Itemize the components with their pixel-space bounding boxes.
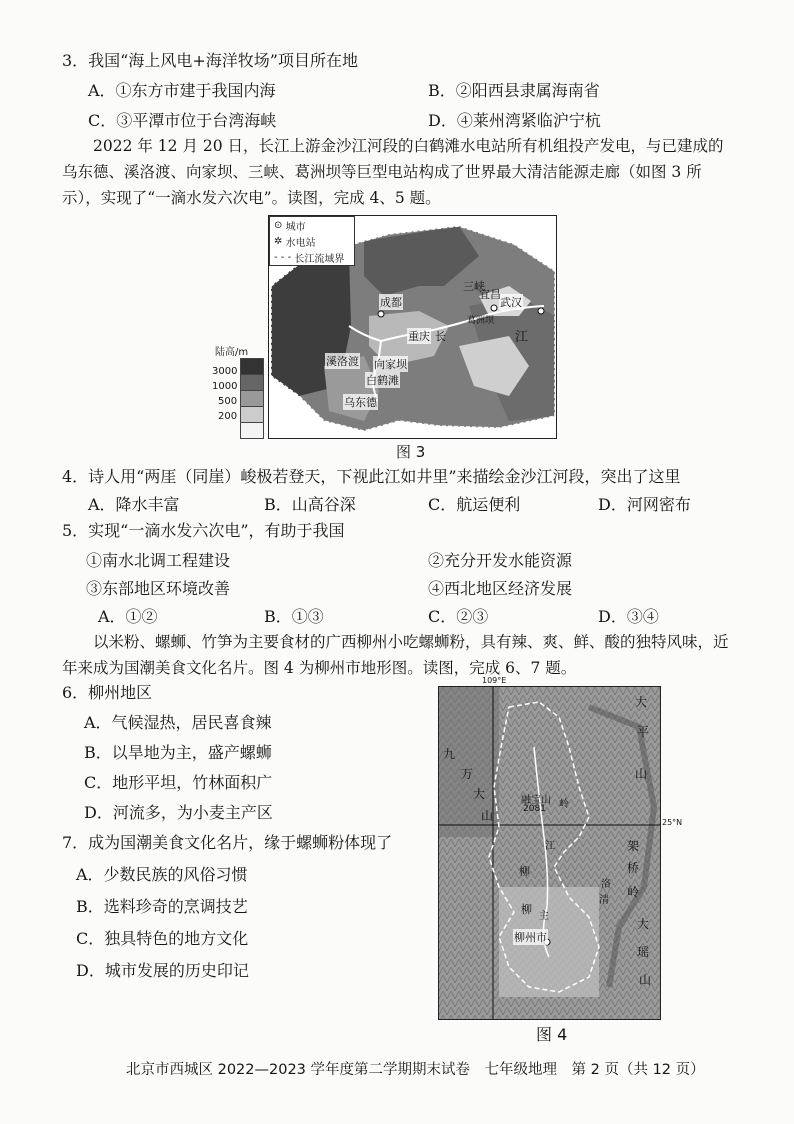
label-liu2: 柳 bbox=[521, 903, 532, 916]
q4-option-b: B．山高谷深 bbox=[264, 495, 356, 514]
elev-swatch-3000 bbox=[240, 358, 264, 375]
figure-3-yangtze-map bbox=[268, 215, 557, 439]
label-da3: 大 bbox=[637, 917, 650, 931]
q5-option-a: A．①② bbox=[98, 607, 158, 626]
q7-option-d: D．城市发展的历史印记 bbox=[76, 961, 249, 980]
legend-hydro bbox=[270, 233, 354, 249]
label-ping: 平 bbox=[637, 725, 650, 739]
elev-label-200: 200 bbox=[218, 411, 238, 422]
label-peak-height: 2081 bbox=[523, 804, 546, 814]
elev-swatch-500 bbox=[240, 391, 264, 407]
q5-statement-4: ④西北地区经济发展 bbox=[428, 579, 573, 598]
label-shan3: 山 bbox=[639, 973, 652, 987]
label-liu1: 柳 bbox=[519, 865, 530, 878]
elevation-title: 陆高/m bbox=[215, 347, 249, 358]
q5-statement-3: ③东部地区环境改善 bbox=[86, 579, 231, 598]
label-gezhouba: 葛洲坝 bbox=[467, 316, 495, 326]
label-jiang: 江 bbox=[545, 841, 555, 852]
q6-option-a: A．气候湿热，居民喜食辣 bbox=[84, 713, 272, 732]
q5-option-c: C．②③ bbox=[428, 607, 489, 626]
label-wan: 万 bbox=[461, 767, 474, 781]
latitude-label: 25°N bbox=[662, 818, 683, 827]
label-shan2: 山 bbox=[635, 767, 648, 781]
label-chengdu: 成都 bbox=[380, 296, 402, 309]
label-ling2: 岭 bbox=[627, 885, 640, 899]
label-luo: 洛 bbox=[601, 879, 611, 890]
label-peak: 融宝山 bbox=[521, 795, 551, 806]
label-chang: 长 bbox=[435, 330, 446, 343]
figure-4-caption: 图 4 bbox=[536, 1025, 568, 1044]
elevation-scale bbox=[240, 358, 264, 439]
map-legend bbox=[269, 216, 355, 266]
q7-stem: 7．成为国潮美食文化名片，缘于螺蛳粉体现了 bbox=[62, 833, 393, 852]
hydropower-icon: ✲ bbox=[274, 235, 283, 247]
legend-boundary-label: 长江流域界 bbox=[294, 253, 345, 265]
legend-city bbox=[270, 217, 354, 233]
q6-stem: 6．柳州地区 bbox=[62, 683, 153, 702]
label-zhu: 主 bbox=[539, 911, 549, 922]
q5-statement-2: ②充分开发水能资源 bbox=[428, 551, 573, 570]
city-icon: ⊙ bbox=[274, 219, 283, 231]
label-sanxia: 三峡 bbox=[463, 280, 485, 293]
legend-city-label: 城市 bbox=[285, 221, 306, 233]
label-qiao: 桥 bbox=[627, 861, 640, 875]
q4-stem: 4．诗人用“两厓（同崖）峻极若登天，下视此江如井里”来描绘金沙江河段，突出了这里 bbox=[62, 467, 681, 486]
q4-option-d: D．河网密布 bbox=[598, 495, 691, 514]
q5-statement-1: ①南水北调工程建设 bbox=[86, 551, 231, 570]
longitude-label: 109°E bbox=[482, 676, 507, 685]
q7-option-c: C．独具特色的地方文化 bbox=[76, 929, 249, 948]
label-wudongde: 乌东德 bbox=[344, 396, 377, 409]
q5-option-b: B．①③ bbox=[264, 607, 324, 626]
elev-swatch-1000 bbox=[240, 375, 264, 391]
label-xiangjiaba: 向家坝 bbox=[374, 358, 407, 371]
figure-3-caption: 图 3 bbox=[396, 443, 426, 461]
elev-label-500: 500 bbox=[218, 396, 238, 407]
q3-option-d: D．④莱州湾紧临沪宁杭 bbox=[428, 111, 601, 130]
label-xiluodu: 溪洛渡 bbox=[326, 355, 359, 368]
legend-boundary bbox=[270, 249, 354, 265]
label-jiang: 江 bbox=[515, 330, 529, 345]
page-footer: 北京市西城区 2022—2023 学年度第二学期期末试卷 七年级地理 第 2 页（共 12 页） bbox=[126, 1062, 705, 1078]
label-qing: 清 bbox=[599, 895, 609, 906]
q3-stem: 3．我国“海上风电+海洋牧场”项目所在地 bbox=[62, 51, 358, 70]
elev-swatch-low bbox=[240, 423, 264, 439]
label-da1: 大 bbox=[473, 787, 486, 801]
elev-swatch-200 bbox=[240, 407, 264, 423]
q5-stem: 5．实现“一滴水发六次电”，有助于我国 bbox=[62, 521, 345, 540]
boundary-dash-icon: - - - bbox=[274, 251, 292, 263]
elev-label-1000: 1000 bbox=[212, 381, 238, 392]
intro-paragraph-2: 以米粉、螺蛳、竹笋为主要食材的广西柳州小吃螺蛳粉，具有辣、爽、鲜、酸的独特风味，近年来成为国潮美食文化名片。图 4 为柳州市地形图。读图，完成 6、7 题。 bbox=[62, 633, 729, 677]
q4-option-c: C．航运便利 bbox=[428, 495, 521, 514]
label-shan1: 山 bbox=[481, 809, 494, 823]
label-yao: 瑶 bbox=[637, 945, 650, 959]
q3-option-a: A．①东方市建于我国内海 bbox=[88, 81, 276, 100]
label-ling: 岭 bbox=[559, 799, 569, 810]
label-baihetan: 白鹤滩 bbox=[366, 374, 399, 387]
label-jia: 架 bbox=[627, 839, 640, 853]
label-wuhan: 武汉 bbox=[500, 296, 522, 309]
label-yichang: 宜昌 bbox=[479, 288, 501, 301]
q3-option-b: B．②阳西县隶属海南省 bbox=[428, 81, 600, 100]
label-chongqing: 重庆 bbox=[408, 330, 430, 343]
legend-hydro-label: 水电站 bbox=[285, 237, 316, 249]
label-liuzhou-city: 柳州市 bbox=[514, 931, 547, 944]
q7-option-b: B．选料珍奇的烹调技艺 bbox=[76, 897, 248, 916]
label-jiu: 九 bbox=[443, 747, 456, 761]
q5-option-d: D．③④ bbox=[598, 607, 659, 626]
figure-4-liuzhou-map bbox=[438, 686, 661, 1020]
q6-option-c: C．地形平坦，竹林面积广 bbox=[84, 773, 273, 792]
intro-paragraph-1: 2022 年 12 月 20 日，长江上游金沙江河段的白鹤滩水电站所有机组投产发电，与已建成的乌东德、溪洛渡、向家坝、三峡、葛洲坝等巨型电站构成了世界最大清洁能源走廊（如图 3 所示），实现了“一滴水发六次电”。读图，完成 4、5 题。 bbox=[62, 137, 724, 207]
q6-option-b: B．以旱地为主，盛产螺蛳 bbox=[84, 743, 272, 762]
label-da2: 大 bbox=[635, 695, 648, 709]
q7-option-a: A．少数民族的风俗习惯 bbox=[76, 865, 248, 884]
q6-option-d: D．河流多，为小麦主产区 bbox=[84, 803, 273, 822]
q4-option-a: A．降水丰富 bbox=[88, 495, 180, 514]
q3-option-c: C．③平潭市位于台湾海峡 bbox=[88, 111, 277, 130]
elev-label-3000: 3000 bbox=[212, 366, 238, 377]
